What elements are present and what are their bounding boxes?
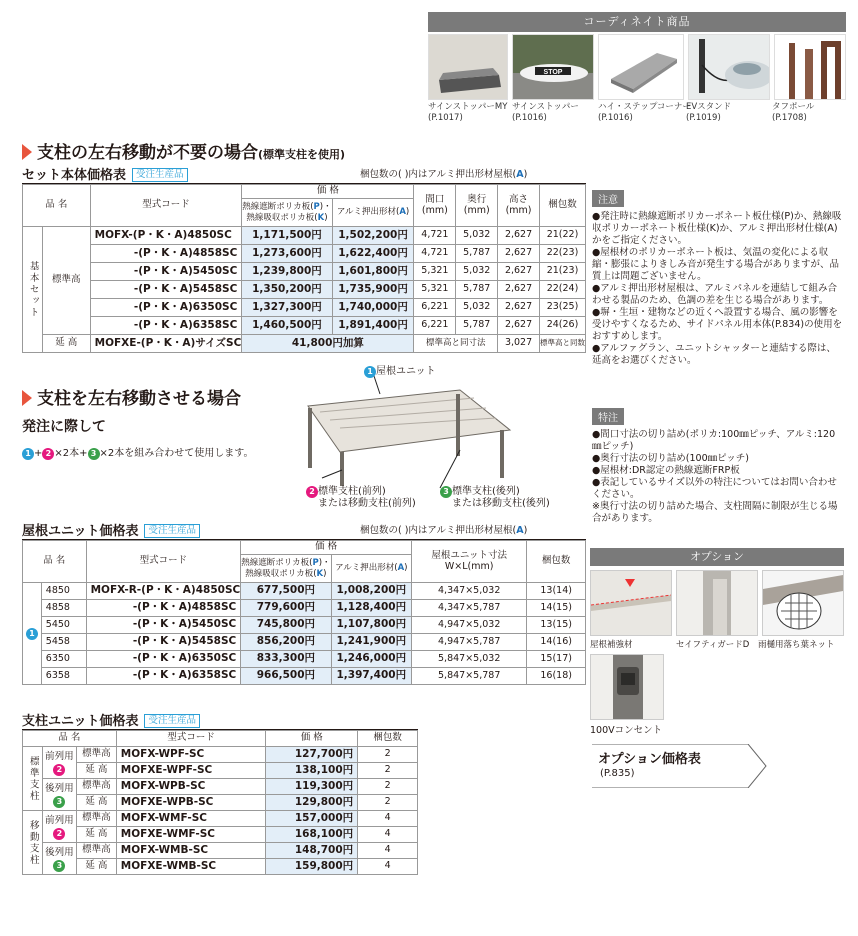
special-list xyxy=(592,429,844,525)
col-header-pack: 梱包数 xyxy=(527,541,586,583)
roof-pack-note: 梱包数の( )内はアルミ押出形材屋根(A) xyxy=(360,525,528,536)
set-ext-price: 41,800円加算 xyxy=(242,335,414,353)
order-description: 1 + 2 ×2本+ 3 ×2本を組み合わせて使用します。 xyxy=(22,444,253,460)
set-width: 5,321 xyxy=(414,281,456,299)
post-table-title: 支柱ユニット価格表 受注生産品 xyxy=(22,710,418,730)
special-section xyxy=(592,408,844,525)
set-width: 4,721 xyxy=(414,245,456,263)
post-height: 標準高 xyxy=(76,843,116,859)
coordinate-label-5: タフポール (P.1708) xyxy=(772,102,815,123)
roof-price-poly: 833,300円 xyxy=(241,651,331,668)
set-price-alu: 1,601,800円 xyxy=(332,263,414,281)
col-header-pack: 梱包数 xyxy=(358,731,418,747)
number-2-icon: 2 xyxy=(306,486,318,498)
roof-price-alu: 1,241,900円 xyxy=(331,634,412,651)
col-header-code: 型式コード xyxy=(90,185,242,227)
roof-group-marker xyxy=(23,583,42,685)
roof-price-alu: 1,128,400円 xyxy=(331,600,412,617)
set-ext-wd: 標準高と同寸法 xyxy=(414,335,498,353)
caution-item: ●アルファグラン、ユニットシャッターと連結する際は、延高をお選びください。 xyxy=(592,343,836,366)
set-depth: 5,032 xyxy=(456,263,498,281)
made-to-order-badge: 受注生産品 xyxy=(144,524,200,538)
set-pack: 23(25) xyxy=(539,299,585,317)
caution-item: ●塀・生垣・建物などの近くへ設置する場合、風の影響を受けやすくなるため、サイドパネル用本体(P.834)の使用をおすすめします。 xyxy=(592,307,843,342)
number-1-icon: 1 xyxy=(26,628,38,640)
post-price: 148,700円 xyxy=(266,843,358,859)
caution-item: ●発注時に熱線遮断ポリカーボネート板仕様(P)か、熱線吸収ポリカーボネート板仕様(K)か、アルミ押出形材仕様(A)かをご指定ください。 xyxy=(592,211,842,246)
safety-guard-image xyxy=(676,570,758,636)
set-pack: 21(22) xyxy=(539,227,585,245)
roof-pack: 13(14) xyxy=(527,583,586,600)
post-pack: 2 xyxy=(358,747,418,763)
standard-height-label: 標準高 xyxy=(42,227,90,335)
option-header: オプション xyxy=(590,548,844,566)
number-3-icon: 3 xyxy=(53,860,65,872)
post-pack: 2 xyxy=(358,779,418,795)
group-basic-set: 基本セット xyxy=(23,227,43,353)
number-2-icon: 2 xyxy=(53,764,65,776)
special-item: ●屋根材:DR認定の熱線遮断FRP板 xyxy=(592,465,740,476)
set-height: 2,627 xyxy=(498,281,540,299)
post-pack: 2 xyxy=(358,795,418,811)
col-header-code: 型式コード xyxy=(116,731,266,747)
option-price-link[interactable] xyxy=(592,744,768,788)
roof-code: -(P・K・A)5458SC xyxy=(86,634,241,651)
roof-price-poly: 779,600円 xyxy=(241,600,331,617)
set-ext-pack: 標準高と同数 xyxy=(539,335,585,353)
set-price-table xyxy=(22,184,586,353)
option-price-page: (P.835) xyxy=(600,768,635,779)
set-width: 6,221 xyxy=(414,299,456,317)
set-code: -(P・K・A)6350SC xyxy=(90,299,242,317)
set-depth: 5,032 xyxy=(456,299,498,317)
front-row-label: 前列用 2 xyxy=(42,747,76,779)
post-code: MOFX-WPB-SC xyxy=(116,779,266,795)
col-header-height: 高さ (mm) xyxy=(498,185,540,227)
set-price-poly: 1,171,500円 xyxy=(242,227,332,245)
col-header-name: 品 名 xyxy=(23,185,91,227)
roof-name: 5458 xyxy=(41,634,86,651)
col-header-price: 価 格 xyxy=(266,731,358,747)
roof-size: 4,347×5,032 xyxy=(412,583,527,600)
set-table-title: セット本体価格表 受注生産品 xyxy=(22,164,586,184)
set-width: 5,321 xyxy=(414,263,456,281)
set-code: -(P・K・A)6358SC xyxy=(90,317,242,335)
option-price-title: オプション価格表 xyxy=(598,752,701,767)
triangle-icon xyxy=(22,390,32,406)
set-price-poly: 1,460,500円 xyxy=(242,317,332,335)
diagram-label-front: 2 標準支柱(前列) または移動支柱(前列) xyxy=(306,486,416,510)
post-code: MOFXE-WPB-SC xyxy=(116,795,266,811)
number-1-icon: 1 xyxy=(22,448,34,460)
post-code: MOFX-WMB-SC xyxy=(116,843,266,859)
caution-item: ●アルミ押出形材屋根は、アルミパネルを連結して組み合わせる製品のため、色調の差を生じる場合があります。 xyxy=(592,283,838,306)
leaf-net-image xyxy=(762,570,844,636)
coordinate-label-4: EVスタンド (P.1019) xyxy=(686,102,732,123)
post-height: 延 高 xyxy=(76,795,116,811)
post-height: 延 高 xyxy=(76,763,116,779)
post-pack: 4 xyxy=(358,827,418,843)
set-price-alu: 1,891,400円 xyxy=(332,317,414,335)
caution-header: 注意 xyxy=(592,190,624,207)
option-label-3: 雨樋用落ち葉ネット xyxy=(758,640,835,650)
post-pack: 4 xyxy=(358,843,418,859)
roof-name: 6350 xyxy=(41,651,86,668)
roof-pack: 14(16) xyxy=(527,634,586,651)
roof-pack: 14(15) xyxy=(527,600,586,617)
coordinate-label-3: ハイ・ステップコーナー (P.1016) xyxy=(598,102,691,123)
sign-stopper-image xyxy=(512,34,594,100)
roof-price-alu: 1,246,000円 xyxy=(331,651,412,668)
set-price-alu: 1,740,000円 xyxy=(332,299,414,317)
set-height: 2,627 xyxy=(498,227,540,245)
set-code: MOFX-(P・K・A)4850SC xyxy=(90,227,242,245)
roof-table-title: 屋根ユニット価格表 受注生産品 xyxy=(22,520,586,540)
option-label-4: 100Vコンセント xyxy=(590,725,663,736)
extended-height-label: 延 高 xyxy=(42,335,90,353)
roof-price-poly: 966,500円 xyxy=(241,668,331,685)
roof-price-alu: 1,397,400円 xyxy=(331,668,412,685)
post-price: 168,100円 xyxy=(266,827,358,843)
post-code: MOFXE-WMB-SC xyxy=(116,859,266,875)
post-code: MOFX-WPF-SC xyxy=(116,747,266,763)
roof-name: 4850 xyxy=(41,583,86,600)
section2-title: 支柱を左右移動させる場合 xyxy=(22,384,241,409)
outlet-image xyxy=(590,654,664,720)
set-code: -(P・K・A)4858SC xyxy=(90,245,242,263)
front-row-label: 前列用 2 xyxy=(42,811,76,843)
high-step-corner-image xyxy=(598,34,684,100)
set-height: 2,627 xyxy=(498,245,540,263)
option-label-2: セイフティガードD xyxy=(676,640,750,650)
section1-title: 支柱の左右移動が不要の場合(標準支柱を使用) xyxy=(22,138,345,163)
post-height: 延 高 xyxy=(76,859,116,875)
post-price: 127,700円 xyxy=(266,747,358,763)
roof-size: 5,847×5,787 xyxy=(412,668,527,685)
roof-pack: 16(18) xyxy=(527,668,586,685)
group-moving-post: 移動支柱 xyxy=(23,811,43,875)
set-depth: 5,032 xyxy=(456,227,498,245)
post-price: 138,100円 xyxy=(266,763,358,779)
made-to-order-badge: 受注生産品 xyxy=(144,714,200,728)
set-price-alu: 1,622,400円 xyxy=(332,245,414,263)
set-code: -(P・K・A)5458SC xyxy=(90,281,242,299)
coordinate-label-1: サインストッパーMY (P.1017) xyxy=(428,102,508,123)
set-height: 2,627 xyxy=(498,263,540,281)
set-price-poly: 1,273,600円 xyxy=(242,245,332,263)
roof-price-poly: 856,200円 xyxy=(241,634,331,651)
col-header-name: 品 名 xyxy=(23,731,117,747)
roof-code: MOFX-R-(P・K・A)4850SC xyxy=(86,583,241,600)
roof-price-poly: 677,500円 xyxy=(241,583,331,600)
post-code: MOFXE-WPF-SC xyxy=(116,763,266,779)
set-pack-note: 梱包数の( )内はアルミ押出形材屋根(A) xyxy=(360,169,528,180)
roof-size: 5,847×5,032 xyxy=(412,651,527,668)
roof-name: 5450 xyxy=(41,617,86,634)
svg-text:STOP: STOP xyxy=(543,69,563,76)
coordinate-label-2: サインストッパー (P.1016) xyxy=(512,102,579,123)
roof-price-poly: 745,800円 xyxy=(241,617,331,634)
ev-stand-image xyxy=(688,34,770,100)
option-label-1: 屋根補強材 xyxy=(590,640,633,650)
col-header-price: 価 格 xyxy=(242,185,414,199)
post-code: MOFX-WMF-SC xyxy=(116,811,266,827)
roof-name: 6358 xyxy=(41,668,86,685)
col-header-price: 価 格 xyxy=(241,541,412,555)
roof-size: 4,347×5,787 xyxy=(412,600,527,617)
col-header-poly: 熱線遮断ポリカ板(P)・ 熱線吸収ポリカ板(K) xyxy=(242,199,332,227)
set-price-poly: 1,239,800円 xyxy=(242,263,332,281)
set-pack: 24(26) xyxy=(539,317,585,335)
set-width: 4,721 xyxy=(414,227,456,245)
roof-price-alu: 1,008,200円 xyxy=(331,583,412,600)
special-item: ●間口寸法の切り詰め(ポリカ:100㎜ピッチ、アルミ:120㎜ピッチ) xyxy=(592,429,836,452)
set-pack: 22(24) xyxy=(539,281,585,299)
roof-code: -(P・K・A)6350SC xyxy=(86,651,241,668)
set-height: 2,627 xyxy=(498,299,540,317)
caution-list xyxy=(592,211,844,367)
special-item: ●表記しているサイズ以外の特注についてはお問い合わせください。 xyxy=(592,477,837,500)
back-row-label: 後列用 3 xyxy=(42,843,76,875)
sign-stopper-my-image xyxy=(428,34,508,100)
roof-price-alu: 1,107,800円 xyxy=(331,617,412,634)
col-header-alu: アルミ押出形材(A) xyxy=(332,199,414,227)
roof-code: -(P・K・A)6358SC xyxy=(86,668,241,685)
special-item: ※奥行寸法の切り詰めた場合、支柱間隔に制限が生じる場合があります。 xyxy=(592,501,838,524)
diagram-label-back: 3 標準支柱(後列) または移動支柱(後列) xyxy=(440,486,550,510)
col-header-name: 品 名 xyxy=(23,541,87,583)
roof-size: 4,947×5,032 xyxy=(412,617,527,634)
roof-price-table xyxy=(22,540,586,685)
col-header-alu: アルミ押出形材(A) xyxy=(331,555,412,583)
roof-size: 4,947×5,787 xyxy=(412,634,527,651)
post-code: MOFXE-WMF-SC xyxy=(116,827,266,843)
set-depth: 5,787 xyxy=(456,317,498,335)
special-item: ●奥行寸法の切り詰め(100㎜ピッチ) xyxy=(592,453,749,464)
col-header-pack: 梱包数 xyxy=(539,185,585,227)
set-price-alu: 1,735,900円 xyxy=(332,281,414,299)
made-to-order-badge: 受注生産品 xyxy=(132,168,188,182)
coordinate-header: コーディネイト商品 xyxy=(428,12,846,32)
set-height: 2,627 xyxy=(498,317,540,335)
number-1-icon: 1 xyxy=(364,366,376,378)
back-row-label: 後列用 3 xyxy=(42,779,76,811)
post-price: 129,800円 xyxy=(266,795,358,811)
number-3-icon: 3 xyxy=(88,448,100,460)
roof-pack: 13(15) xyxy=(527,617,586,634)
roof-name: 4858 xyxy=(41,600,86,617)
number-3-icon: 3 xyxy=(440,486,452,498)
caution-section xyxy=(592,190,844,367)
post-pack: 2 xyxy=(358,763,418,779)
post-height: 標準高 xyxy=(76,779,116,795)
number-3-icon: 3 xyxy=(53,796,65,808)
diagram-label-roof: 1 屋根ユニット xyxy=(364,362,436,378)
group-standard-post: 標準支柱 xyxy=(23,747,43,811)
post-price: 157,000円 xyxy=(266,811,358,827)
set-price-alu: 1,502,200円 xyxy=(332,227,414,245)
set-price-poly: 1,350,200円 xyxy=(242,281,332,299)
col-header-width: 間口 (mm) xyxy=(414,185,456,227)
roof-code: -(P・K・A)4858SC xyxy=(86,600,241,617)
caution-item: ●屋根材のポリカーボネート板は、気温の変化による収縮・膨張によりきしみ音が発生する場合がありますが、品質上は問題ございません。 xyxy=(592,247,840,282)
col-header-code: 型式コード xyxy=(86,541,241,583)
col-header-poly: 熱線遮断ポリカ板(P)・ 熱線吸収ポリカ板(K) xyxy=(241,555,331,583)
order-subtitle: 発注に際して xyxy=(22,419,106,435)
roof-reinforcement-image xyxy=(590,570,672,636)
triangle-icon xyxy=(22,144,32,160)
roof-code: -(P・K・A)5450SC xyxy=(86,617,241,634)
post-height: 延 高 xyxy=(76,827,116,843)
set-price-poly: 1,327,300円 xyxy=(242,299,332,317)
number-2-icon: 2 xyxy=(42,448,54,460)
roof-pack: 15(17) xyxy=(527,651,586,668)
post-height: 標準高 xyxy=(76,747,116,763)
col-header-size: 屋根ユニット寸法 W×L(mm) xyxy=(412,541,527,583)
tough-pole-image xyxy=(774,34,846,100)
set-ext-height: 3,027 xyxy=(498,335,540,353)
set-pack: 22(23) xyxy=(539,245,585,263)
post-price: 159,800円 xyxy=(266,859,358,875)
post-height: 標準高 xyxy=(76,811,116,827)
post-pack: 4 xyxy=(358,859,418,875)
set-pack: 21(23) xyxy=(539,263,585,281)
set-depth: 5,787 xyxy=(456,245,498,263)
post-price: 119,300円 xyxy=(266,779,358,795)
col-header-depth: 奥行 (mm) xyxy=(456,185,498,227)
special-header: 特注 xyxy=(592,408,624,425)
coordinate-images xyxy=(428,34,846,100)
set-depth: 5,787 xyxy=(456,281,498,299)
set-ext-code: MOFXE-(P・K・A)サイズSC xyxy=(90,335,242,353)
post-price-table xyxy=(22,730,418,875)
set-width: 6,221 xyxy=(414,317,456,335)
number-2-icon: 2 xyxy=(53,828,65,840)
post-pack: 4 xyxy=(358,811,418,827)
set-code: -(P・K・A)5450SC xyxy=(90,263,242,281)
